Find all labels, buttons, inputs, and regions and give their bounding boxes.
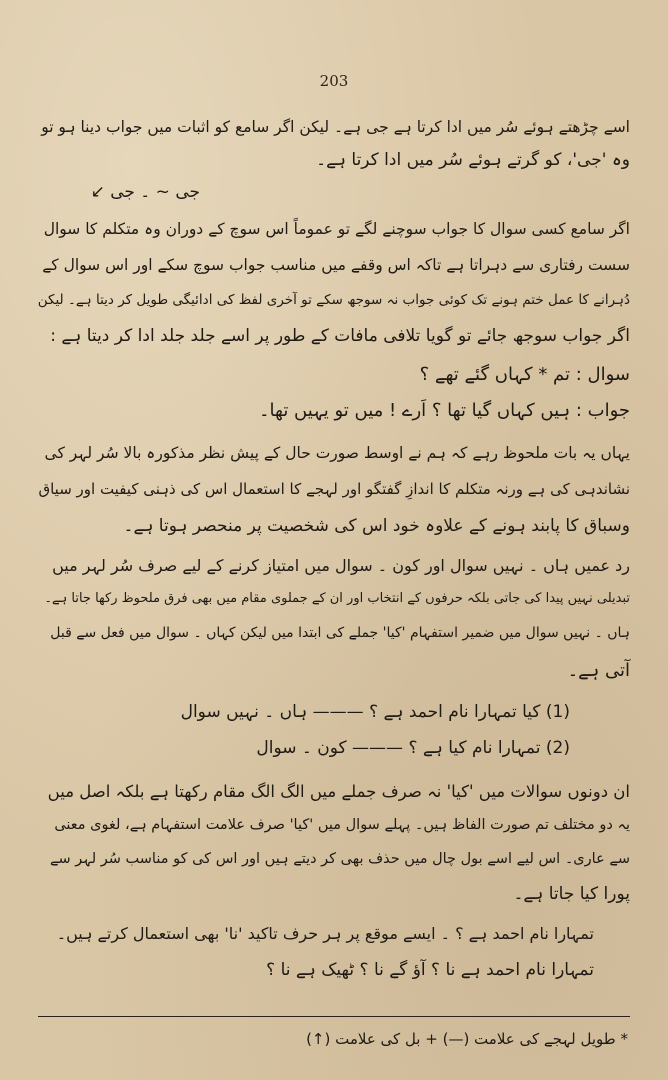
text-line: یہ دو مختلف تم صورت الفاظ ہیں۔ پہلے سوال میں 'کیا' صرف علامت استفہام ہے، لغوی معنی bbox=[54, 817, 630, 833]
text-line: نشاندہی کی ہے ورنہ متکلم کا اندازِ گفتگو اور لہجے کا استعمال اس کی ذہنی کیفیت اور سیاق bbox=[38, 480, 630, 498]
text-line: اگر سامع کسی سوال کا جواب سوچنے لگے تو عموماً اس سوچ کے دوران وہ متکلم کا سوال bbox=[43, 220, 630, 238]
footnote-divider bbox=[38, 1016, 630, 1017]
text-line: ہاں ۔ نہیں سوال میں ضمیر استفہام 'کیا' جملے کی ابتدا میں لیکن کہاں ۔ سوال میں فعل سے قبل bbox=[50, 625, 630, 641]
text-line: سے عاری۔ اس لیے اسے بول چال میں حذف بھی کر دیتے ہیں اور اس کی کو مناسب سُر لہر سے bbox=[50, 851, 630, 867]
text-line: اسے چڑھتے ہوئے سُر میں ادا کرتا ہے جی ہے۔ لیکن اگر سامع کو اثبات میں جواب دینا ہو تو bbox=[41, 118, 630, 136]
text-line: سست رفتاری سے دہراتا ہے تاکہ اس وقفے میں مناسب جواب سوچ سکے اور اس سوال کے bbox=[42, 256, 630, 274]
text-line: تمہارا نام احمد ہے ؟ ۔ ایسے موقع پر ہر حرف تاکید 'نا' بھی استعمال کرتے ہیں۔ bbox=[56, 924, 594, 943]
text-line: جواب : ہیں کہاں گیا تھا ؟ اَرے ! میں تو یہیں تھا۔ bbox=[259, 400, 630, 421]
text-line: اگر جواب سوجھ جائے تو گویا تلافی مافات کے طور پر اسے جلد جلد ادا کر دیتا ہے : bbox=[50, 326, 630, 346]
text-line: (1) کیا تمہارا نام احمد ہے ؟ ——— ہاں ۔ نہیں سوال bbox=[180, 702, 570, 722]
text-line: تبدیلی نہیں پیدا کی جاتی بلکہ حرفوں کے انتخاب اور ان کے جملوی مقام میں بھی فرق ملحوظ رکھا جاتا ہے۔ bbox=[44, 591, 630, 606]
text-line: دُہرانے کا عمل ختم ہونے تک کوئی جواب نہ سوجھ سکے تو آخری لفظ کی ادائیگی طویل کر دیتا ہے۔ لیکن bbox=[37, 292, 630, 308]
text-line: ان دونوں سوالات میں 'کیا' نہ صرف جملے میں الگ الگ مقام رکھتا ہے بلکہ اصل میں bbox=[47, 782, 630, 801]
page-number: 203 bbox=[319, 72, 349, 90]
text-line: وہ 'جی'، کو گرتے ہوئے سُر میں ادا کرتا ہے۔ bbox=[316, 150, 630, 170]
text-line: جی ~ ۔ جی ↙ bbox=[90, 182, 200, 202]
footnote: * طویل لہجے کی علامت (—) + بل کی علامت (↑) bbox=[306, 1030, 628, 1048]
text-line: وسباق کا پابند ہونے کے علاوہ خود اس کی شخصیت پر منحصر ہوتا ہے۔ bbox=[123, 516, 630, 536]
text-line: یہاں یہ بات ملحوظ رہے کہ ہم نے اوسط صورت حال کے پیش نظر مذکورہ بالا سُر لہر کی bbox=[44, 444, 630, 462]
text-line: (2) تمہارا نام کیا ہے ؟ ——— کون ۔ سوال bbox=[256, 738, 570, 758]
text-line: تمہارا نام احمد ہے نا ؟ آؤ گے نا ؟ ٹھیک ہے نا ؟ bbox=[266, 960, 594, 980]
text-line: رد عمیں ہاں ۔ نہیں سوال اور کون ۔ سوال میں امتیاز کرنے کے لیے صرف سُر لہر میں bbox=[52, 556, 630, 575]
text-line: پورا کیا جاتا ہے۔ bbox=[513, 884, 630, 904]
text-line: آتی ہے۔ bbox=[567, 660, 630, 681]
text-line: سوال : تم * کہاں گئے تھے ؟ bbox=[419, 364, 630, 385]
